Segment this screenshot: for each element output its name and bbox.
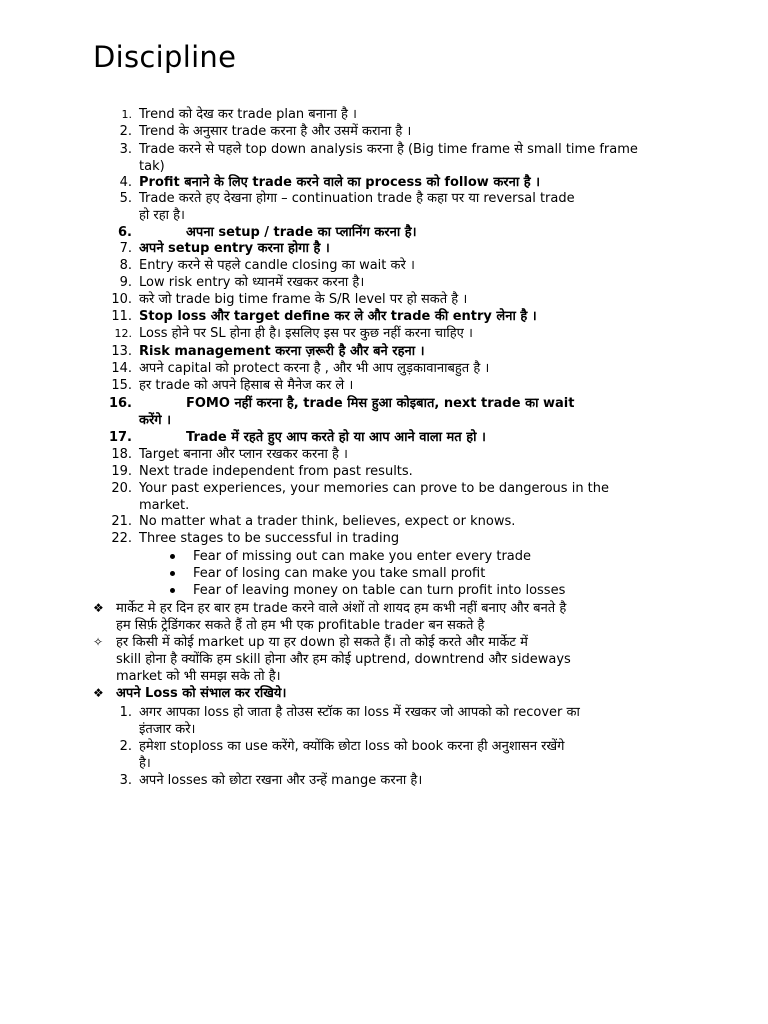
- list-item-text: अगर आपका loss हो जाता है तोउस स्टॉक का loss में रखकर जो आपको को recover का: [139, 705, 580, 720]
- list-number: 3.: [119, 773, 132, 788]
- list-number: 4.: [119, 175, 132, 190]
- note-text: मार्केट मे हर दिन हर बार हम trade करने वाले अंशों तो शायद हम कभी नहीं बनाए और बनते है: [116, 601, 567, 616]
- list-number: 19.: [111, 464, 132, 479]
- list-item-text: Trend को देख कर trade plan बनाना है ।: [139, 107, 357, 122]
- note-text: अपने Loss को संभाल कर रखिये।: [116, 686, 287, 701]
- list-item-text: Low risk entry को ध्यानमें रखकर करना है।: [139, 275, 365, 290]
- list-item-text: हो रहा है।: [139, 208, 185, 223]
- list-item-text: market.: [139, 498, 190, 513]
- list-item-text: हमेशा stoploss का use करेंगे, क्योंकि छोटा loss को book करना ही अनुशासन रखेंगे: [139, 739, 565, 754]
- list-number: 20.: [111, 481, 132, 496]
- list-item-text: Entry करने से पहले candle closing का wait करे ।: [139, 258, 415, 273]
- list-number: 14.: [111, 361, 132, 376]
- list-item-text: Target बनाना और प्लान रखकर करना है ।: [139, 447, 348, 462]
- list-item-text: हर trade को अपने हिसाब से मैनेज कर ले ।: [139, 378, 354, 393]
- list-item-text: अपने setup entry करना होगा है ।: [139, 241, 330, 256]
- diamond-bullet-icon: ❖: [93, 601, 104, 615]
- list-item-text: Next trade independent from past results.: [139, 464, 413, 479]
- list-number: 2.: [119, 124, 132, 139]
- diamond-bullet-icon: ❖: [93, 686, 104, 700]
- page-title: Discipline: [93, 40, 237, 74]
- list-item-text: करेंगे ।: [139, 413, 172, 428]
- list-number: 15.: [111, 378, 132, 393]
- list-number: 5.: [119, 191, 132, 206]
- list-number: 21.: [111, 514, 132, 529]
- list-item-text: Stop loss और target define कर ले और trade की entry लेना है ।: [139, 309, 537, 324]
- list-item-text: Trade करते हए देखना होगा – continuation trade है कहा पर या reversal trade: [139, 191, 575, 206]
- note-text: skill होना है क्योंकि हम skill होना और हम कोई uptrend, downtrend और sideways: [116, 652, 571, 667]
- bullet-icon: [170, 588, 175, 593]
- list-item-text: tak): [139, 159, 165, 174]
- list-number: 3.: [119, 142, 132, 157]
- list-number: 17.: [108, 430, 132, 445]
- list-item-text: Profit बनाने के लिए trade करने वाले का process को follow करना है ।: [139, 175, 541, 190]
- diamond-bullet-icon: ✧: [93, 635, 104, 649]
- list-item-text: Loss होने पर SL होना ही है। इसलिए इस पर कुछ नहीं करना चाहिए ।: [139, 326, 473, 341]
- list-item-text: अपने capital को protect करना है , और भी आप लुड़कावानाबहुत है ।: [139, 361, 490, 376]
- note-text: हम सिर्फ़ ट्रेडिंगकर सकते हैं तो हम भी एक profitable trader बन सकते है: [116, 618, 485, 633]
- list-number: 10.: [111, 292, 132, 307]
- list-number: 8.: [119, 258, 132, 273]
- list-item-text: है।: [139, 756, 151, 771]
- list-number: 16.: [108, 396, 132, 411]
- bullet-icon: [170, 571, 175, 576]
- list-item-text: इंतजार करे।: [139, 722, 196, 737]
- list-number: 22.: [111, 531, 132, 546]
- list-item-text: Your past experiences, your memories can prove to be dangerous in the: [139, 481, 610, 496]
- sub-bullet-text: Fear of leaving money on table can turn profit into losses: [193, 583, 566, 598]
- list-number: 11.: [111, 309, 132, 324]
- list-item-text: Three stages to be successful in trading: [139, 531, 400, 546]
- list-number: 13.: [111, 344, 132, 359]
- list-number: 1.: [121, 108, 132, 121]
- list-item-text: FOMO नहीं करना है, trade मिस हुआ कोइबात, next trade का wait: [186, 396, 575, 411]
- list-item-text: Risk management करना ज़रूरी है और बने रहना ।: [139, 344, 425, 359]
- list-number: 1.: [119, 705, 132, 720]
- list-item-text: अपने losses को छोटा रखना और उन्हें mange करना है।: [139, 773, 423, 788]
- list-number: 9.: [119, 275, 132, 290]
- list-item-text: करे जो trade big time frame के S/R level पर हो सकते है ।: [139, 292, 468, 307]
- list-item-text: Trade करने से पहले top down analysis करना है (Big time frame से small time frame: [139, 142, 638, 157]
- list-item-text: अपना setup / trade का प्लानिंग करना है।: [186, 225, 417, 240]
- list-number: 18.: [111, 447, 132, 462]
- sub-bullet-text: Fear of losing can make you take small profit: [193, 566, 486, 581]
- bullet-icon: [170, 554, 175, 559]
- list-number: 12.: [114, 327, 132, 340]
- list-number: 7.: [119, 241, 132, 256]
- list-item-text: Trade में रहते हुए आप करते हो या आप आने वाला मत हो ।: [186, 430, 486, 445]
- note-text: हर किसी में कोई market up या हर down हो सकते हैं। तो कोई करते और मार्केट में: [116, 635, 528, 650]
- list-number: 6.: [118, 225, 132, 240]
- note-text: market को भी समझ सके तो है।: [116, 669, 281, 684]
- list-item-text: Trend के अनुसार trade करना है और उसमें कराना है ।: [139, 124, 412, 139]
- sub-bullet-text: Fear of missing out can make you enter every trade: [193, 549, 532, 564]
- list-number: 2.: [119, 739, 132, 754]
- list-item-text: No matter what a trader think, believes, expect or knows.: [139, 514, 516, 529]
